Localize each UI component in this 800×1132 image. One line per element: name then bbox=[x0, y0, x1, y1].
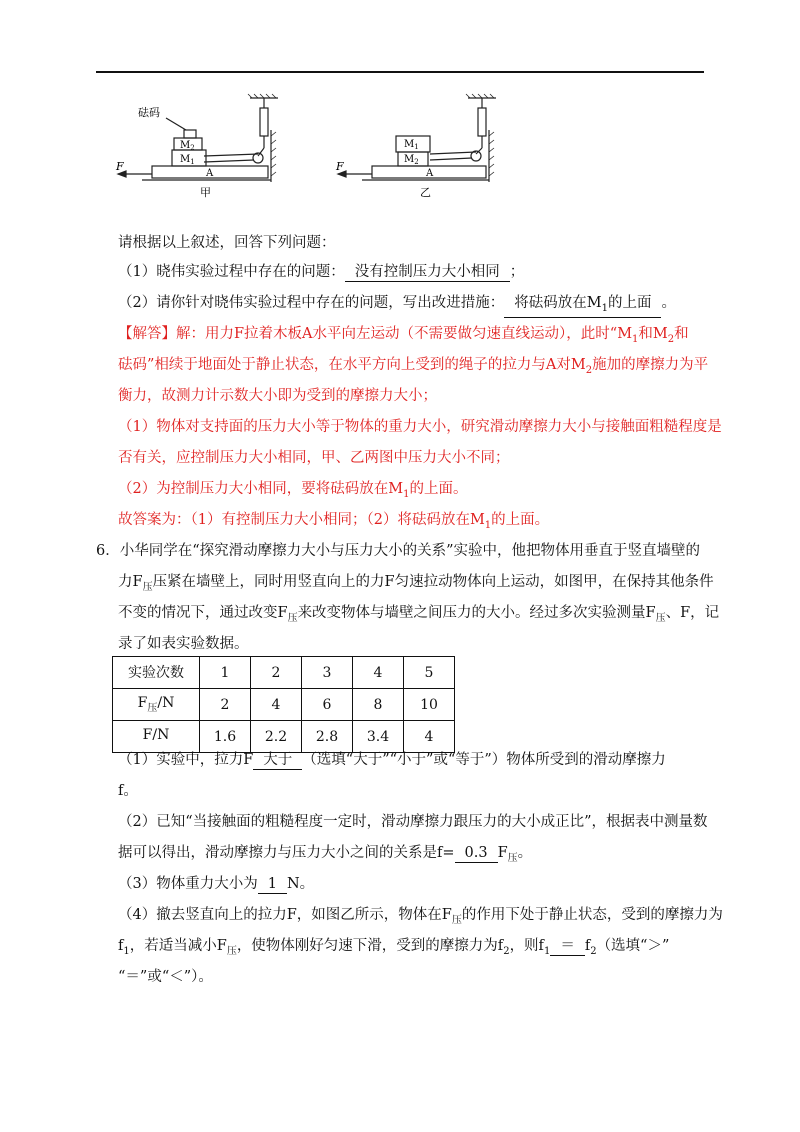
q6-answer3: 1 bbox=[258, 876, 287, 894]
weight-label: 砝码 bbox=[138, 106, 160, 119]
m2-label: $M_2$ bbox=[404, 154, 419, 166]
q6-sub1: （1）实验中，拉力F 大于 （选填“大于”“小于”或“等于”）物体所受到的滑动摩擦力 bbox=[118, 752, 666, 768]
table-row bbox=[113, 657, 455, 689]
force-label: F bbox=[336, 160, 344, 173]
q6-sub2-line1: （2）已知“当接触面的粗糙程度一定时，滑动摩擦力跟压力的大小成正比”，根据表中测量数 bbox=[118, 814, 708, 830]
table-cell: 3.4 bbox=[353, 721, 404, 753]
final-answer: 故答案为：（1）有控制压力大小相同；（2）将砝码放在$M_1$的上面。 bbox=[118, 512, 550, 531]
table-row bbox=[113, 721, 455, 753]
answer-line-5: 否有关，应控制压力大小相同，甲、乙两图中压力大小不同； bbox=[118, 450, 510, 466]
q6-sub4-line3: “＝”或“＜”）。 bbox=[118, 969, 213, 985]
table-cell: 2 bbox=[251, 657, 302, 689]
board-label: A bbox=[426, 168, 434, 179]
table-cell: 3 bbox=[302, 657, 353, 689]
force-label: F bbox=[116, 160, 124, 173]
m1-label: $M_1$ bbox=[404, 139, 419, 151]
row-header: $F_压/N$ bbox=[113, 689, 200, 721]
table-cell: 5 bbox=[404, 657, 455, 689]
q6-line-1: 6．小华同学在“探究滑动摩擦力大小与压力大小的关系”实验中，他把物体用垂直于竖直墙壁的 bbox=[96, 543, 701, 559]
q5-part1: （1）晓伟实验过程中存在的问题： 没有控制压力大小相同 ； bbox=[118, 264, 525, 280]
answer-tag: 【解答】 bbox=[118, 326, 176, 342]
table-cell: 4 bbox=[353, 657, 404, 689]
table-cell: 10 bbox=[404, 689, 455, 721]
q5-answer2: 将砝码放在$M_1$的上面 bbox=[504, 295, 661, 318]
table-cell: 4 bbox=[251, 689, 302, 721]
q6-sub3: （3）物体重力大小为 1 N。 bbox=[118, 876, 315, 892]
answer-line-3: 衡力，故测力计示数大小即为受到的摩擦力大小； bbox=[118, 388, 437, 404]
answer-line-2: 砝码”相续于地面处于静止状态，在水平方向上受到的绳子的拉力与A对$M_2$施加的摩擦力为平 bbox=[118, 357, 709, 376]
q6-sub4-line2: $f_1$，若适当减小$F_压$，使物体刚好匀速下滑，受到的摩擦力为$f_2$，则$f_1 = f_2$（选填“＞” bbox=[118, 938, 670, 957]
data-table bbox=[112, 656, 455, 753]
q6-line-4: 录了如表实验数据。 bbox=[118, 636, 249, 652]
row-header: 实验次数 bbox=[113, 657, 200, 689]
row-header: F/N bbox=[113, 721, 200, 753]
figure-yi bbox=[330, 92, 510, 200]
table-cell: 2.2 bbox=[251, 721, 302, 753]
answer-line-4: （1）物体对支持面的压力大小等于物体的重力大小，研究滑动摩擦力大小与接触面粗糙程度是 bbox=[118, 419, 722, 435]
table-row bbox=[113, 689, 455, 721]
q6-sub2-line2: 据可以得出，滑动摩擦力与压力大小之间的关系是f= 0.3 $F_压$。 bbox=[118, 845, 533, 864]
header-rule bbox=[96, 71, 704, 73]
m1-label: $M_1$ bbox=[180, 154, 195, 166]
q6-answer4: ＝ bbox=[550, 938, 585, 956]
table-cell: 4 bbox=[404, 721, 455, 753]
q5-prompt: 请根据以上叙述，回答下列问题： bbox=[118, 235, 336, 251]
q6-line-3: 不变的情况下，通过改变$F_压$来改变物体与墙壁之间压力的大小。经过多次实验测量$F_压$、F，记 bbox=[118, 605, 720, 624]
table-cell: 2.8 bbox=[302, 721, 353, 753]
figure-caption: 甲 bbox=[200, 186, 211, 199]
answer-line-6: （2）为控制压力大小相同，要将砝码放在$M_1$的上面。 bbox=[118, 481, 468, 500]
q5-part2: （2）请你针对晓伟实验过程中存在的问题，写出改进措施： 将砝码放在$M_1$的上面 。 bbox=[118, 293, 676, 318]
table-cell: 2 bbox=[200, 689, 251, 721]
q6-answer1: 大于 bbox=[253, 752, 302, 770]
table-cell: 8 bbox=[353, 689, 404, 721]
q6-answer2: 0.3 bbox=[455, 845, 498, 863]
q6-line-2: 力$F_压$压紧在墙壁上，同时用竖直向上的力F匀速拉动物体向上运动，如图甲，在保持其他条件 bbox=[118, 574, 714, 593]
q6-sub1-cont: f。 bbox=[118, 783, 138, 799]
figure-jia bbox=[108, 92, 288, 200]
board-label: A bbox=[206, 168, 214, 179]
answer-line-1: 【解答】解：用力F拉着木板A水平向左运动（不需要做匀速直线运动），此时“$M_1$和$M_2$和 bbox=[118, 326, 689, 345]
figure-caption: 乙 bbox=[420, 186, 431, 199]
table-cell: 6 bbox=[302, 689, 353, 721]
table-cell: 1.6 bbox=[200, 721, 251, 753]
q5-answer1: 没有控制压力大小相同 bbox=[345, 264, 510, 282]
table-cell: 1 bbox=[200, 657, 251, 689]
q6-sub4-line1: （4）撤去竖直向上的拉力F，如图乙所示，物体在$F_压$的作用下处于静止状态，受到的摩擦力为 bbox=[118, 907, 723, 926]
m2-label: $M_2$ bbox=[180, 140, 195, 152]
